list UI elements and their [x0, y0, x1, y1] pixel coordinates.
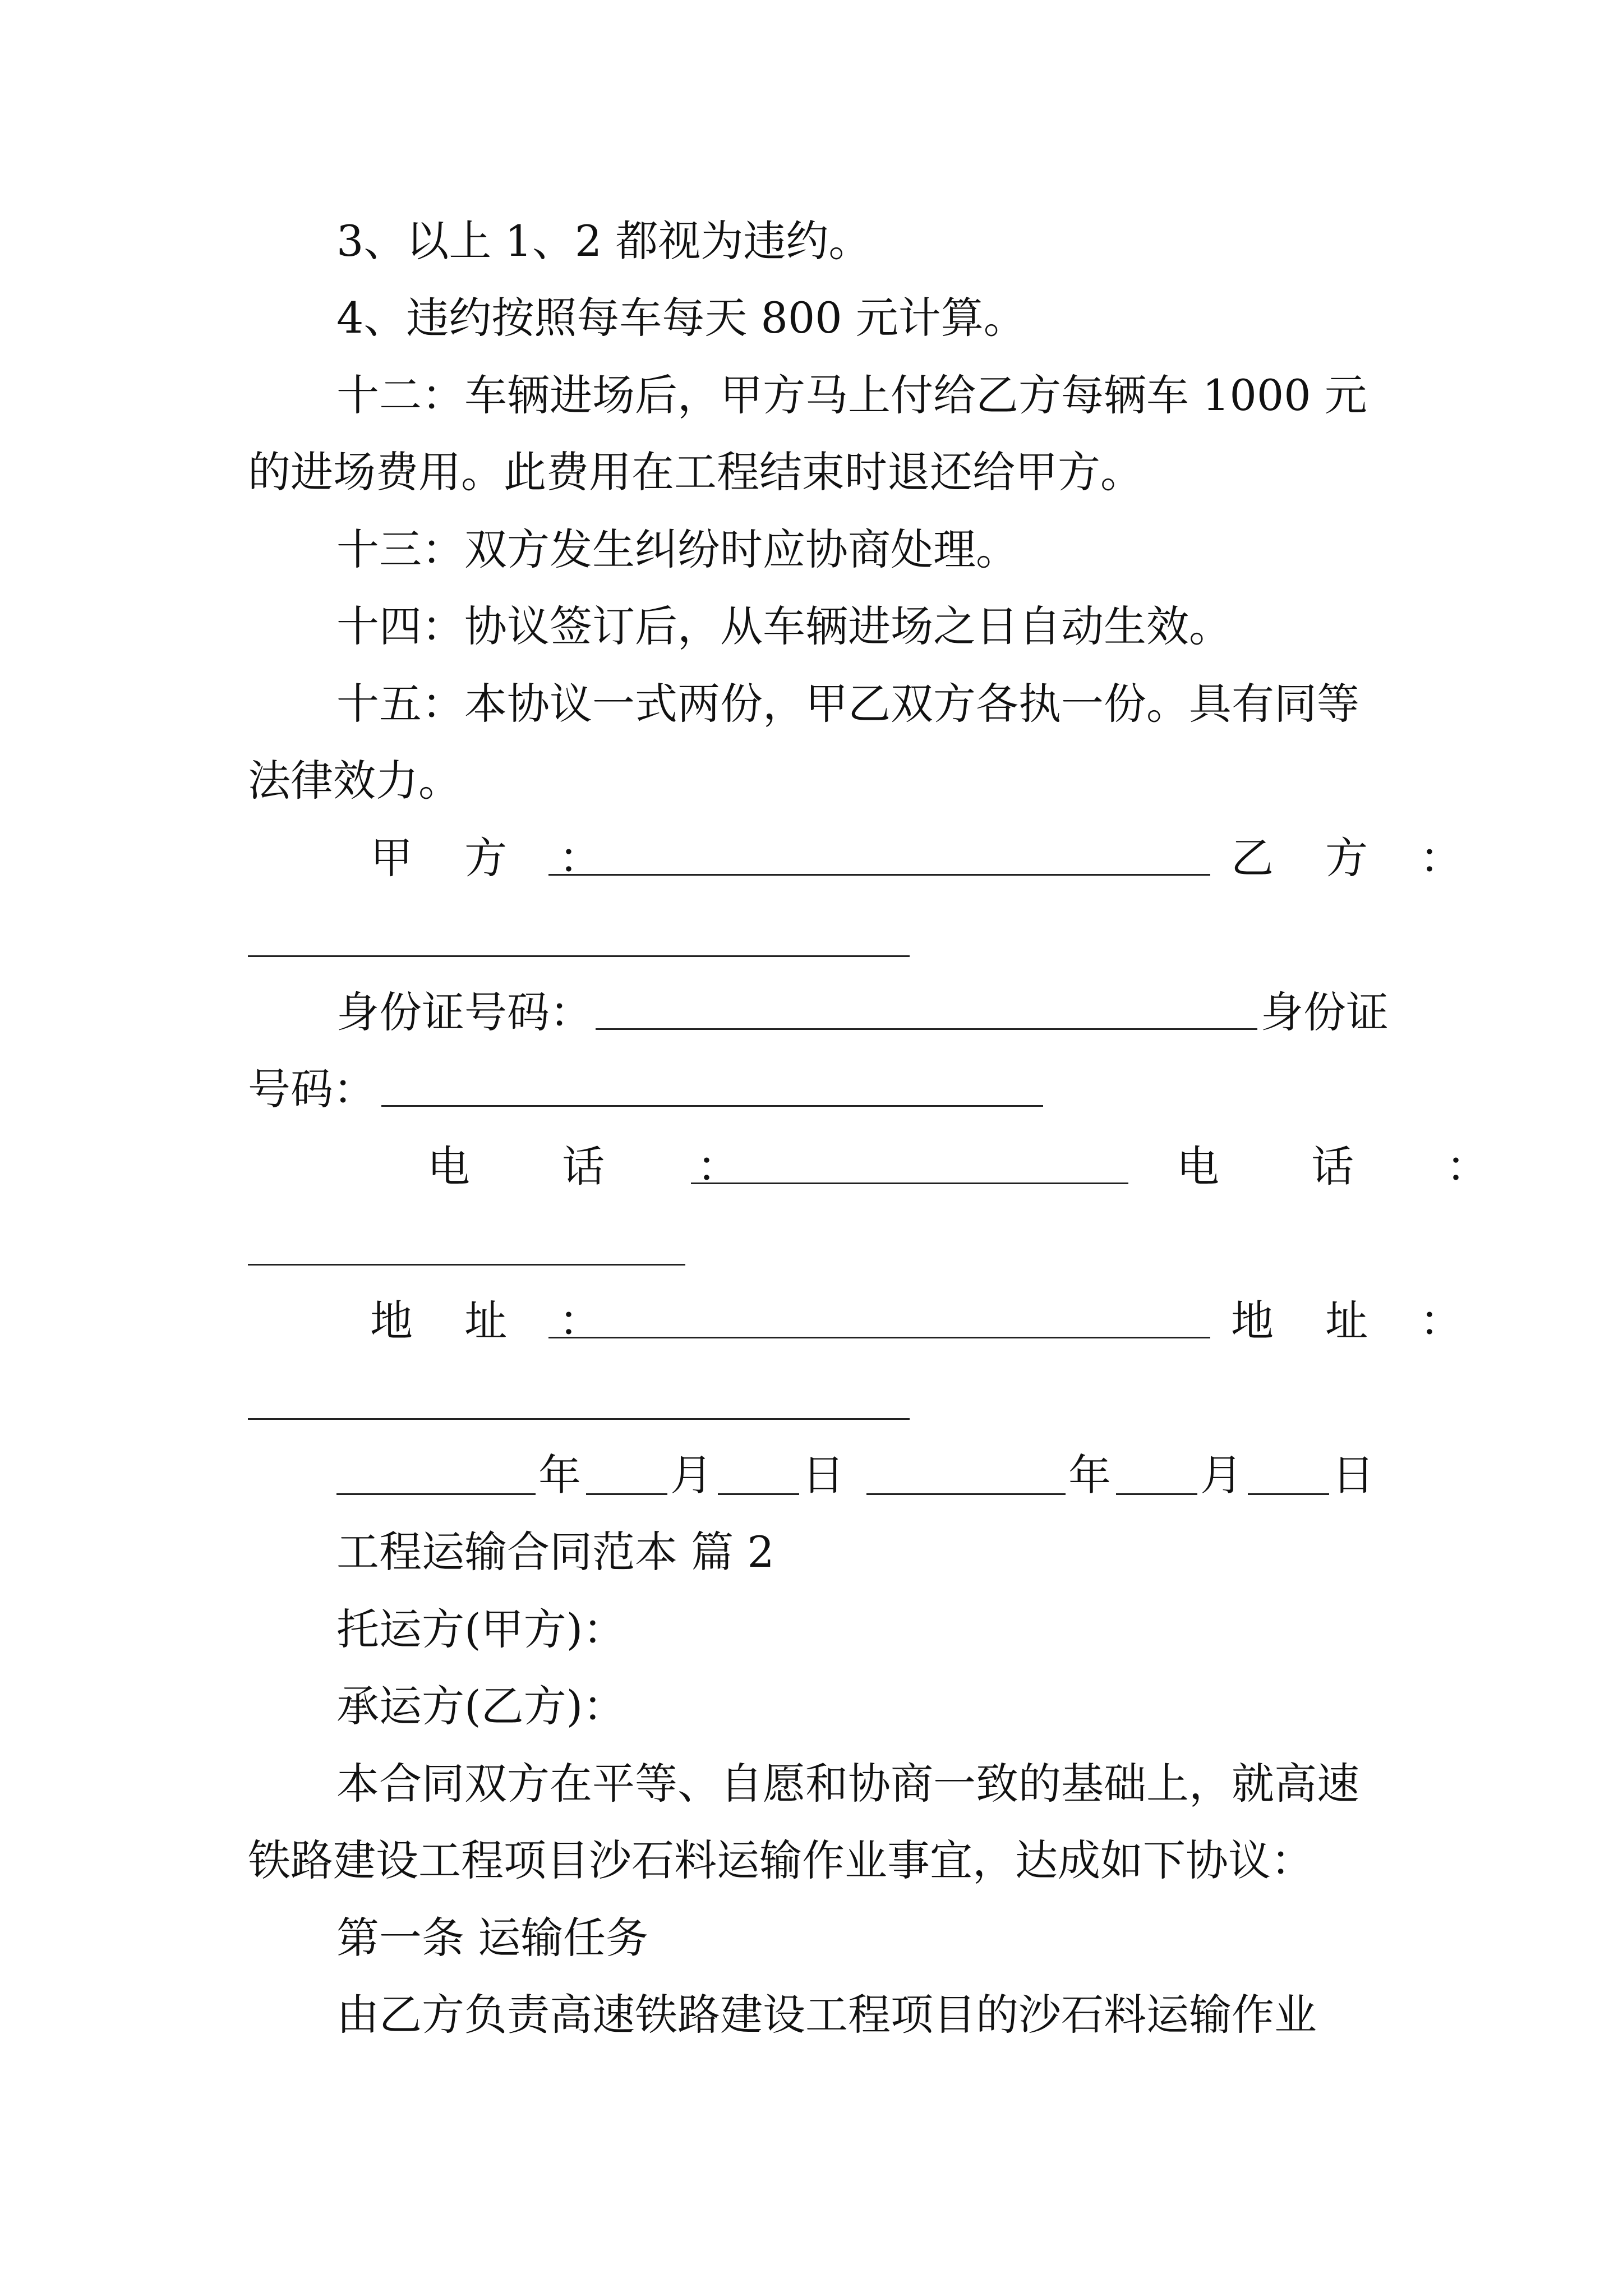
date-a-day-label: 日 [802, 1450, 845, 1500]
address-a-blank [548, 1337, 1210, 1338]
article-1-text: 由乙方负责高速铁路建设工程项目的沙石料运输作业 [336, 1990, 1317, 2040]
date-b-month-blank [1116, 1493, 1197, 1495]
date-a-month-label: 月 [670, 1450, 713, 1500]
clause-15-line-1: 十五：本协议一式两份，甲乙双方各执一份。具有同等 [336, 679, 1359, 729]
phone-b-blank [248, 1264, 685, 1266]
party-b-blank [248, 955, 910, 957]
date-b-day-blank [1248, 1493, 1329, 1495]
party-b-label: 乙 方 ： [1231, 833, 1482, 883]
violation-item-4: 4、违约按照每车每天 800 元计算。 [336, 293, 1026, 343]
intro-line-1: 本合同双方在平等、自愿和协商一致的基础上，就高速 [336, 1759, 1359, 1809]
date-b-day-label: 日 [1332, 1450, 1375, 1500]
date-a-day-blank [718, 1493, 799, 1495]
address-b-blank [248, 1418, 910, 1420]
date-a-year-label: 年 [538, 1450, 581, 1500]
address-label-a: 地 址 ： [370, 1296, 621, 1346]
phone-a-blank [691, 1182, 1128, 1184]
id-number-label-b-line-1: 身份证 [1261, 987, 1389, 1037]
id-number-a-blank [596, 1028, 1257, 1030]
address-label-b: 地 址 ： [1231, 1296, 1482, 1346]
date-b-year-blank [866, 1493, 1066, 1495]
clause-14: 十四：协议签订后，从车辆进场之日自动生效。 [336, 601, 1232, 651]
id-number-label-a: 身份证号码： [336, 987, 592, 1037]
date-b-year-label: 年 [1068, 1450, 1111, 1500]
phone-label-a: 电 话 ： [427, 1142, 779, 1191]
section-title: 工程运输合同范本 篇 2 [336, 1527, 774, 1577]
clause-12-line-1: 十二：车辆进场后，甲方马上付给乙方每辆车 1000 元 [336, 370, 1367, 420]
id-number-label-b-line-2: 号码： [248, 1064, 376, 1114]
consignor-label: 托运方(甲方)： [336, 1604, 626, 1654]
intro-line-2: 铁路建设工程项目沙石料运输作业事宜，达成如下协议： [248, 1835, 1313, 1885]
id-number-b-blank [381, 1105, 1043, 1107]
date-a-year-blank [336, 1493, 536, 1495]
carrier-label: 承运方(乙方)： [336, 1681, 626, 1731]
party-a-label: 甲 方 ： [370, 833, 621, 883]
clause-12-line-2: 的进场费用。此费用在工程结束时退还给甲方。 [248, 447, 1143, 497]
clause-15-line-2: 法律效力。 [248, 756, 461, 806]
clause-13: 十三：双方发生纠纷时应协商处理。 [336, 524, 1018, 574]
article-1-title: 第一条 运输任务 [336, 1913, 649, 1963]
party-a-blank [548, 874, 1210, 876]
violation-item-3: 3、以上 1、2 都视为违约。 [336, 216, 872, 266]
date-a-month-blank [586, 1493, 667, 1495]
date-b-month-label: 月 [1200, 1450, 1243, 1500]
phone-label-b: 电 话 ： [1177, 1142, 1528, 1191]
